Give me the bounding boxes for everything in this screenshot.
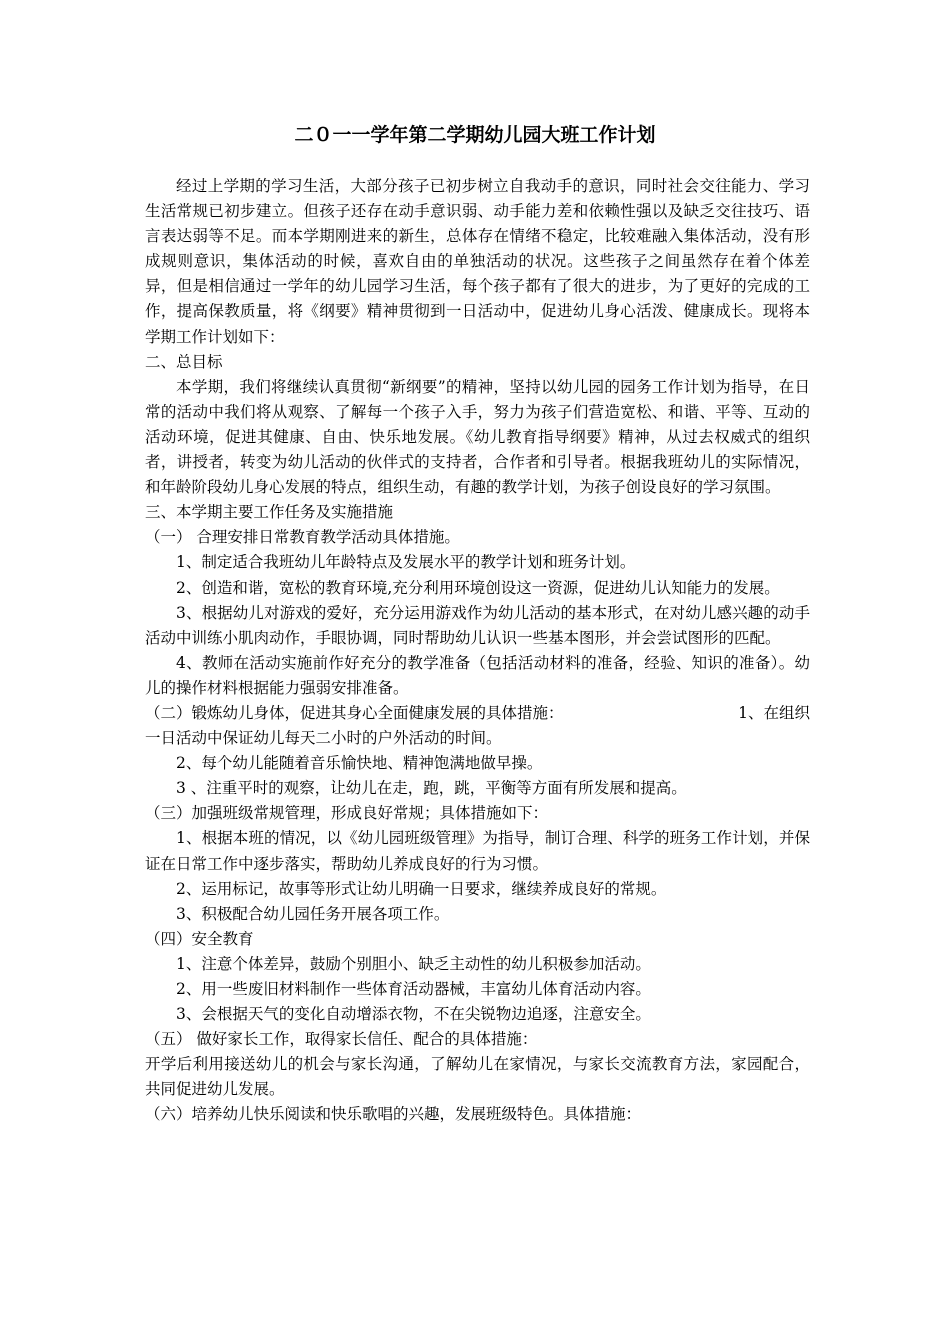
- tasks-heading: 三、本学期主要工作任务及实施措施: [145, 503, 394, 522]
- section-3-heading: （三）加强班级常规管理，形成良好常规；具体措施如下：: [145, 804, 549, 823]
- section-4-item-1: 1、注意个体差异，鼓励个别胆小、缺乏主动性的幼儿积极参加活动。: [176, 954, 651, 973]
- section-5-heading: （五） 做好家长工作，取得家长信任、配合的具体措施：: [145, 1030, 538, 1049]
- section-5-paragraph: 开学后利用接送幼儿的机会与家长沟通，了解幼儿在家情况，与家长交流教育方法，家园配合，共同促进幼儿发展。: [145, 1055, 810, 1099]
- section-2-heading-line: [145, 701, 810, 726]
- section-4-item-3: 3、会根据天气的变化自动增添衣物，不在尖锐物边追逐，注意安全。: [176, 1005, 651, 1024]
- goal-paragraph: 本学期，我们将继续认真贯彻“新纲要”的精神，坚持以幼儿园的园务工作计划为指导，在日常的活动中我们将从观察、了解每一个孩子入手，努力为孩子们营造宽松、和谐、平等、互动的活动环境，促进其健康、自由、快乐地发展。《幼儿教育指导纲要》精神，从过去权威式的组织者，讲授者，转变为幼儿活动的伙伴式的支持者，合作者和引导者。根据我班幼儿的实际情况，和年龄阶段幼儿身心发展的特点，组织生动，有趣的教学计划，为孩子创设良好的学习氛围。: [145, 377, 810, 497]
- section-1-item-1: 1、制定适合我班幼儿年龄特点及发展水平的教学计划和班务计划。: [176, 553, 636, 572]
- section-4-item-2: 2、用一些废旧材料制作一些体育活动器械，丰富幼儿体育活动内容。: [176, 980, 651, 998]
- section-4-heading: （四）安全教育: [145, 929, 254, 948]
- section-2-item-1-start: 1、在组织: [738, 703, 810, 722]
- goal-heading: 二、总目标: [145, 352, 223, 371]
- document-title: 二０一一学年第二学期幼儿园大班工作计划: [294, 124, 656, 146]
- section-2-item-1-rest: 一日活动中保证幼儿每天二小时的户外活动的时间。: [145, 729, 502, 748]
- section-1-heading: （一） 合理安排日常教育教学活动具体措施。: [145, 528, 460, 547]
- intro-paragraph: 经过上学期的学习生活，大部分孩子已初步树立自我动手的意识，同时社会交往能力、学习生活常规已初步建立。但孩子还存在动手意识弱、动手能力差和依赖性强以及缺乏交往技巧、语言表达弱等不足。而本学期刚进来的新生，总体存在情绪不稳定，比较难融入集体活动，没有形成规则意识，集体活动的时候，喜欢自由的单独活动的状况。这些孩子之间虽然存在着个体差异，但是相信通过一学年的幼儿园学习生活，每个孩子都有了很大的进步，为了更好的完成的工作，提高保教质量，将《纲要》精神贯彻到一日活动中，促进幼儿身心活泼、健康成长。现将本学期工作计划如下：: [145, 177, 810, 346]
- section-1-item-4: 4、教师在活动实施前作好充分的教学准备（包括活动材料的准备，经验、知识的准备）。幼儿的操作材料根据能力强弱安排准备。: [145, 653, 810, 697]
- section-2-item-3: 3 、注重平时的观察，让幼儿在走，跑，跳，平衡等方面有所发展和提高。: [176, 779, 687, 798]
- section-1-item-3: 3、根据幼儿对游戏的爱好，充分运用游戏作为幼儿活动的基本形式，在对幼儿感兴趣的动手活动中训练小肌肉动作，手眼协调，同时帮助幼儿认识一些基本图形，并会尝试图形的匹配。: [145, 603, 810, 647]
- document-body: [145, 174, 810, 1128]
- section-3-item-2: 2、运用标记，故事等形式让幼儿明确一日要求，继续养成良好的常规。: [176, 879, 667, 898]
- section-2-item-2: 2、每个幼儿能随着音乐愉快地、精神饱满地做早操。: [176, 754, 543, 773]
- section-2-heading: （二）锻炼幼儿身体，促进其身心全面健康发展的具体措施：: [145, 703, 564, 722]
- section-6-heading: （六）培养幼儿快乐阅读和快乐歌唱的兴趣，发展班级特色。具体措施：: [145, 1105, 642, 1124]
- section-3-item-1: 1、根据本班的情况，以《幼儿园班级管理》为指导，制订合理、科学的班务工作计划，并保证在日常工作中逐步落实，帮助幼儿养成良好的行为习惯。: [145, 829, 810, 873]
- section-3-item-3: 3、积极配合幼儿园任务开展各项工作。: [176, 904, 450, 923]
- section-1-item-2: 2、创造和谐，宽松的教育环境,充分利用环境创设这一资源，促进幼儿认知能力的发展。: [176, 578, 780, 597]
